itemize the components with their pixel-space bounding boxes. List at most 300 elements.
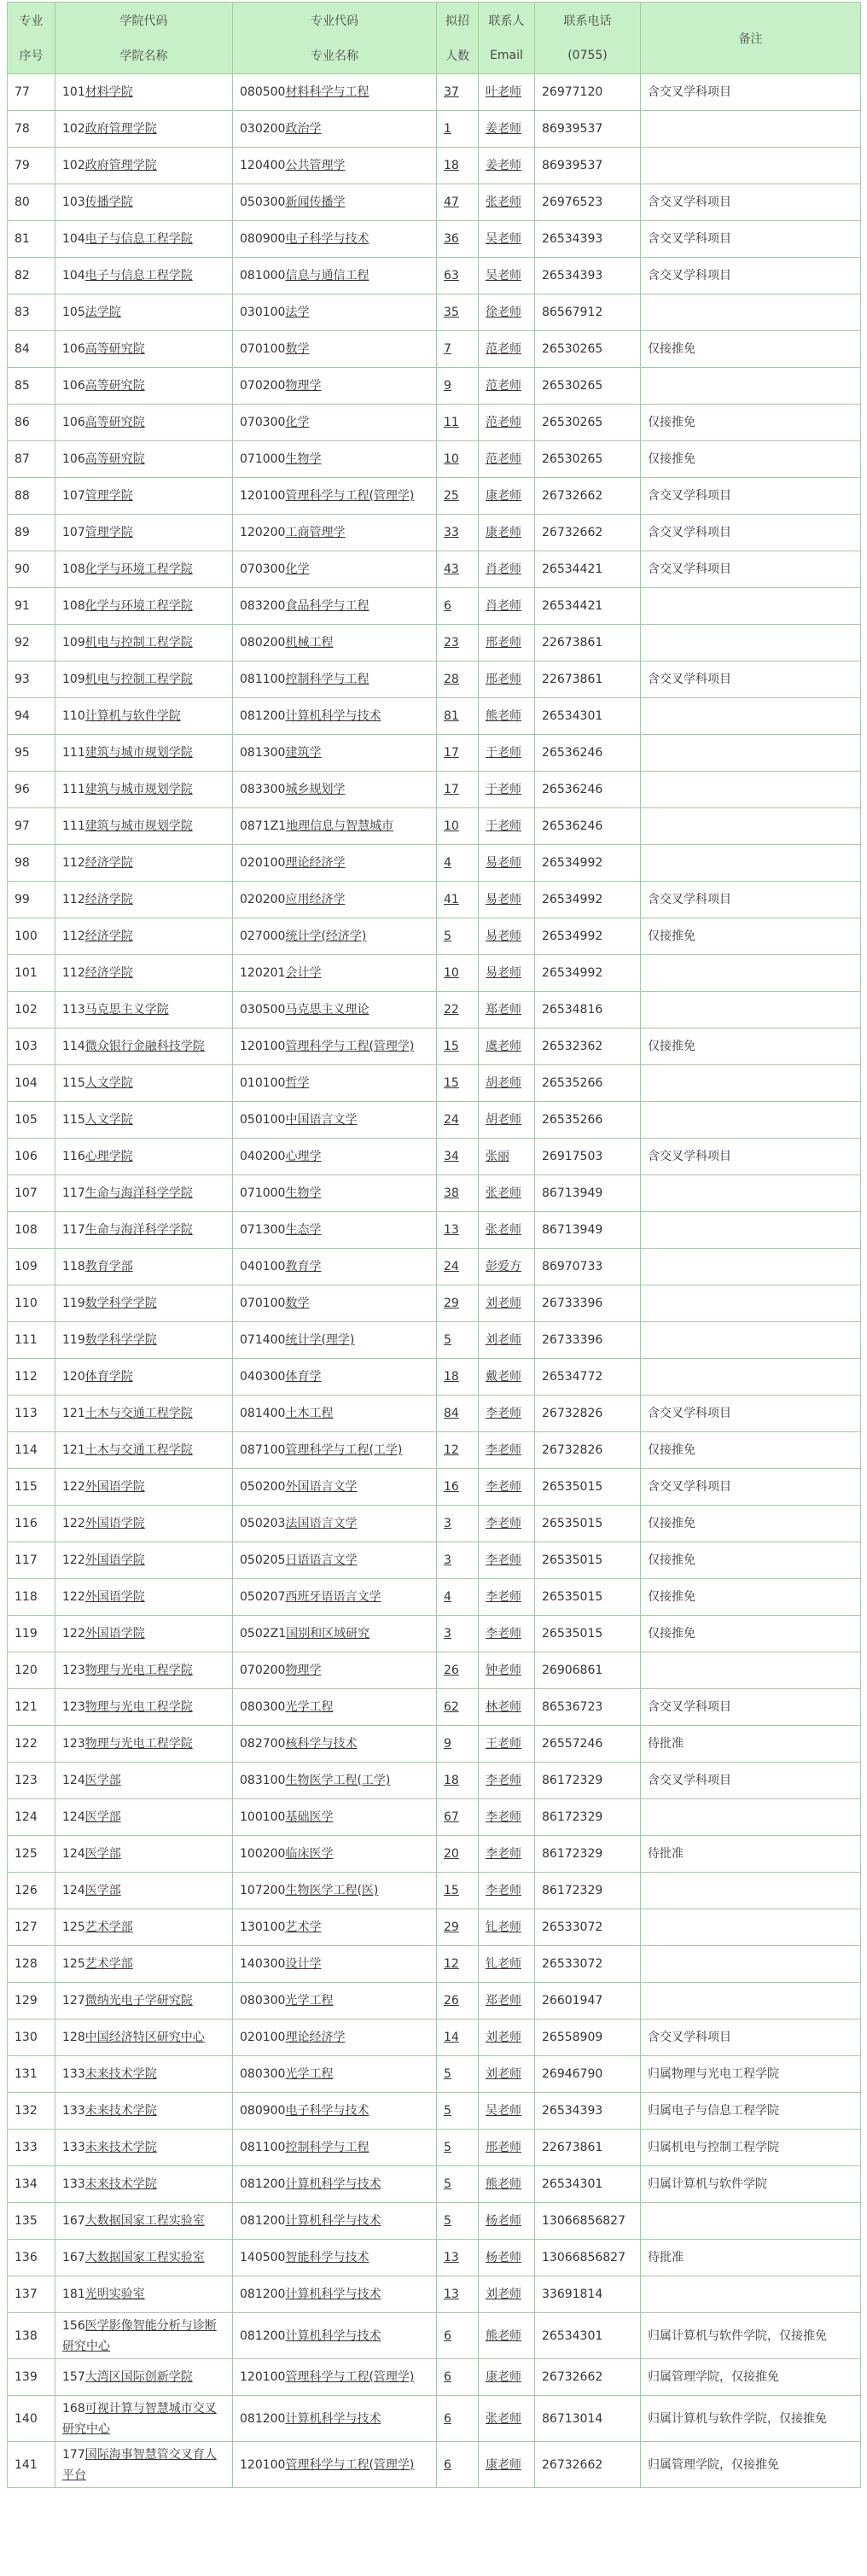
cell-phone: 26733396 xyxy=(535,1322,641,1359)
school-name-link[interactable]: 生命与海洋科学学院 xyxy=(84,1223,193,1237)
school-name-link[interactable]: 大数据国家工程实验室 xyxy=(84,2251,205,2264)
cell-major xyxy=(233,148,437,184)
school-name-link[interactable]: 未来技术学院 xyxy=(84,2067,157,2081)
cell-contact-link[interactable]: 刘老师 xyxy=(479,2276,535,2313)
cell-plan-count[interactable]: 6 xyxy=(437,2313,479,2359)
school-name-link[interactable]: 艺术学部 xyxy=(84,1957,133,1971)
cell-plan-count[interactable]: 5 xyxy=(437,2203,479,2240)
major-name-link[interactable]: 计算机科学与技术 xyxy=(285,709,381,723)
school-name-link[interactable]: 高等研究院 xyxy=(84,416,145,429)
major-name-link[interactable]: 管理科学与工程(管理学) xyxy=(285,1040,415,1053)
cell-major xyxy=(233,368,437,405)
major-name-link[interactable]: 光学工程 xyxy=(285,1700,334,1714)
cell-note xyxy=(641,1909,861,1946)
school-name-link[interactable]: 医学部 xyxy=(84,1774,121,1787)
cell-contact-link[interactable]: 范老师 xyxy=(479,441,535,478)
cell-contact-link[interactable]: 易老师 xyxy=(479,882,535,918)
cell-contact-link[interactable]: 李老师 xyxy=(479,1396,535,1432)
major-code: 120400 xyxy=(240,159,286,172)
cell-plan-count[interactable]: 4 xyxy=(437,1579,479,1616)
major-name-link[interactable]: 统计学(理学) xyxy=(285,1333,355,1347)
major-code: 027000 xyxy=(240,930,286,943)
major-code: 050205 xyxy=(240,1553,286,1567)
cell-seq: 101 xyxy=(8,955,55,992)
school-name-link[interactable]: 光明实验室 xyxy=(84,2288,145,2301)
cell-contact-link[interactable]: 杨老师 xyxy=(479,2240,535,2276)
cell-contact-link[interactable]: 张丽 xyxy=(479,1139,535,1175)
major-name-link[interactable]: 生物学 xyxy=(285,452,322,466)
major-name-link[interactable]: 哲学 xyxy=(285,1076,310,1090)
cell-contact-link[interactable]: 范老师 xyxy=(479,405,535,441)
major-code: 020100 xyxy=(240,856,286,870)
major-name-link[interactable]: 艺术学 xyxy=(285,1920,322,1934)
school-name-link[interactable]: 心理学院 xyxy=(84,1150,133,1163)
cell-contact-link[interactable]: 徐老师 xyxy=(479,294,535,331)
cell-contact-link[interactable]: 康老师 xyxy=(479,515,535,551)
cell-contact-link[interactable]: 邢老师 xyxy=(479,625,535,661)
major-name-link[interactable]: 生物医学工程(医) xyxy=(285,1884,379,1897)
cell-contact-link[interactable]: 李老师 xyxy=(479,1799,535,1836)
cell-contact-link[interactable]: 肖老师 xyxy=(479,551,535,588)
cell-plan-count[interactable]: 36 xyxy=(437,221,479,258)
cell-contact-link[interactable]: 王老师 xyxy=(479,1726,535,1763)
school-code: 124 xyxy=(62,1774,85,1787)
major-name-link[interactable]: 光学工程 xyxy=(285,2067,334,2081)
cell-contact-link[interactable]: 李老师 xyxy=(479,1506,535,1542)
school-name-link[interactable]: 可视计算与智慧城市交叉研究中心 xyxy=(62,2401,217,2436)
cell-plan-count[interactable]: 6 xyxy=(437,2396,479,2442)
cell-major xyxy=(233,1542,437,1579)
school-name-link[interactable]: 艺术学部 xyxy=(84,1920,133,1934)
cell-contact-link[interactable]: 范老师 xyxy=(479,331,535,368)
cell-plan-count[interactable]: 6 xyxy=(437,2359,479,2396)
cell-plan-count[interactable]: 5 xyxy=(437,1322,479,1359)
cell-plan-count[interactable]: 67 xyxy=(437,1799,479,1836)
cell-contact-link[interactable]: 张老师 xyxy=(479,184,535,221)
cell-plan-count[interactable]: 29 xyxy=(437,1285,479,1322)
major-name-link[interactable]: 生物学 xyxy=(285,1186,322,1200)
school-code: 124 xyxy=(62,1884,85,1897)
major-name-link[interactable]: 物理学 xyxy=(285,1664,322,1677)
cell-plan-count[interactable]: 14 xyxy=(437,2019,479,2056)
cell-contact-link[interactable]: 易老师 xyxy=(479,955,535,992)
cell-contact-link[interactable]: 李老师 xyxy=(479,1836,535,1873)
major-name-link[interactable]: 土木工程 xyxy=(285,1407,334,1420)
cell-plan-count[interactable]: 33 xyxy=(437,515,479,551)
cell-plan-count[interactable]: 5 xyxy=(437,2166,479,2203)
school-name-link[interactable]: 政府管理学院 xyxy=(84,159,157,172)
cell-contact-link[interactable]: 彭爱方 xyxy=(479,1249,535,1285)
major-name-link[interactable]: 控制科学与工程 xyxy=(285,2141,369,2154)
cell-contact-link[interactable]: 吴老师 xyxy=(479,2093,535,2130)
school-name-link[interactable]: 电子与信息工程学院 xyxy=(84,232,193,246)
major-name-link[interactable]: 基础医学 xyxy=(285,1810,334,1824)
cell-contact-link[interactable]: 郑老师 xyxy=(479,1983,535,2019)
school-code: 106 xyxy=(62,379,85,393)
major-name-link[interactable]: 法国语言文学 xyxy=(285,1517,358,1530)
major-name-link[interactable]: 电子科学与技术 xyxy=(285,232,369,246)
school-name-link[interactable]: 大湾区国际创新学院 xyxy=(84,2370,193,2384)
cell-plan-count[interactable]: 26 xyxy=(437,1652,479,1689)
major-name-link[interactable]: 地理信息与智慧城市 xyxy=(286,819,394,833)
school-name-link[interactable]: 人文学院 xyxy=(84,1113,133,1127)
cell-plan-count[interactable]: 25 xyxy=(437,478,479,515)
school-name-link[interactable]: 管理学院 xyxy=(84,526,133,539)
major-name-link[interactable]: 管理科学与工程(管理学) xyxy=(285,2457,415,2472)
school-name-link[interactable]: 外国语学院 xyxy=(84,1627,145,1641)
school-name-link[interactable]: 土木与交通工程学院 xyxy=(84,1407,193,1420)
cell-contact-link[interactable]: 姜老师 xyxy=(479,148,535,184)
cell-contact-link[interactable]: 范老师 xyxy=(479,368,535,405)
cell-plan-count[interactable]: 20 xyxy=(437,1836,479,1873)
table-row xyxy=(8,882,861,918)
cell-plan-count[interactable]: 37 xyxy=(437,74,479,111)
cell-plan-count[interactable]: 13 xyxy=(437,2240,479,2276)
school-name-link[interactable]: 外国语学院 xyxy=(84,1553,145,1567)
school-name-link[interactable]: 教育学部 xyxy=(84,1260,133,1273)
major-name-link[interactable]: 物理学 xyxy=(285,379,322,393)
major-name-link[interactable]: 会计学 xyxy=(285,966,322,980)
cell-major xyxy=(233,1836,437,1873)
major-name-link[interactable]: 计算机科学与技术 xyxy=(285,2288,381,2301)
cell-plan-count[interactable]: 1 xyxy=(437,111,479,148)
major-name-link[interactable]: 化学 xyxy=(285,562,310,576)
cell-plan-count[interactable]: 12 xyxy=(437,1946,479,1983)
cell-contact-link[interactable]: 吴老师 xyxy=(479,221,535,258)
cell-school xyxy=(55,845,233,882)
cell-contact-link[interactable]: 刘老师 xyxy=(479,1285,535,1322)
cell-contact-link[interactable]: 熊老师 xyxy=(479,2166,535,2203)
cell-school xyxy=(55,1065,233,1102)
major-code: 040300 xyxy=(240,1370,286,1384)
school-name-link[interactable]: 高等研究院 xyxy=(84,379,145,393)
school-name-link[interactable]: 建筑与城市规划学院 xyxy=(84,746,193,760)
school-name-link[interactable]: 经济学院 xyxy=(84,856,133,870)
cell-plan-count[interactable]: 5 xyxy=(437,2130,479,2166)
school-name-link[interactable]: 马克思主义学院 xyxy=(84,1003,169,1017)
cell-contact-link[interactable]: 邢老师 xyxy=(479,2130,535,2166)
school-name-link[interactable]: 传播学院 xyxy=(84,195,133,209)
cell-contact-link[interactable]: 虞老师 xyxy=(479,1029,535,1065)
cell-plan-count[interactable]: 15 xyxy=(437,1065,479,1102)
school-name-link[interactable]: 物理与光电工程学院 xyxy=(84,1737,193,1751)
major-name-link[interactable]: 计算机科学与技术 xyxy=(285,2328,381,2343)
cell-school xyxy=(55,661,233,698)
major-name-link[interactable]: 公共管理学 xyxy=(285,159,346,172)
school-name-link[interactable]: 数学科学学院 xyxy=(84,1297,157,1310)
major-name-link[interactable]: 马克思主义理论 xyxy=(285,1003,369,1017)
school-name-link[interactable]: 高等研究院 xyxy=(84,452,145,466)
cell-contact-link[interactable]: 张老师 xyxy=(479,2396,535,2442)
school-name-link[interactable]: 经济学院 xyxy=(84,930,133,943)
cell-plan-count[interactable]: 15 xyxy=(437,1029,479,1065)
cell-seq: 79 xyxy=(8,148,55,184)
cell-plan-count[interactable]: 28 xyxy=(437,661,479,698)
cell-plan-count[interactable]: 9 xyxy=(437,1726,479,1763)
cell-plan-count[interactable]: 63 xyxy=(437,258,479,294)
cell-plan-count[interactable]: 43 xyxy=(437,551,479,588)
major-name-link[interactable]: 心理学 xyxy=(285,1150,322,1163)
school-name-link[interactable]: 医学部 xyxy=(84,1847,121,1861)
cell-plan-count[interactable]: 9 xyxy=(437,368,479,405)
school-name-link[interactable]: 法学院 xyxy=(84,306,121,319)
school-name-link[interactable]: 物理与光电工程学院 xyxy=(84,1700,193,1714)
table-row xyxy=(8,1946,861,1983)
major-name-link[interactable]: 管理科学与工程(工学) xyxy=(285,1443,403,1457)
major-name-link[interactable]: 数学 xyxy=(285,342,310,356)
cell-plan-count[interactable]: 38 xyxy=(437,1175,479,1212)
cell-contact-link[interactable]: 易老师 xyxy=(479,845,535,882)
major-name-link[interactable]: 政治学 xyxy=(285,122,322,136)
school-name-link[interactable]: 外国语学院 xyxy=(84,1480,145,1494)
cell-plan-count[interactable]: 62 xyxy=(437,1689,479,1726)
cell-plan-count[interactable]: 3 xyxy=(437,1616,479,1652)
cell-plan-count[interactable]: 6 xyxy=(437,2442,479,2488)
cell-contact-link[interactable]: 刘老师 xyxy=(479,2056,535,2093)
cell-plan-count[interactable]: 3 xyxy=(437,1506,479,1542)
cell-contact-link[interactable]: 李老师 xyxy=(479,1763,535,1799)
cell-contact-link[interactable]: 钟老师 xyxy=(479,1652,535,1689)
cell-major xyxy=(233,1175,437,1212)
school-name-link[interactable]: 微纳光电子学研究院 xyxy=(84,1994,193,2008)
cell-contact-link[interactable]: 康老师 xyxy=(479,478,535,515)
major-name-link[interactable]: 智能科学与技术 xyxy=(285,2251,369,2264)
cell-contact-link[interactable]: 林老师 xyxy=(479,1689,535,1726)
major-name-link[interactable]: 临床医学 xyxy=(285,1847,334,1861)
cell-plan-count[interactable]: 4 xyxy=(437,845,479,882)
major-name-link[interactable]: 设计学 xyxy=(285,1957,322,1971)
school-name-link[interactable]: 医学影像智能分析与诊断研究中心 xyxy=(62,2318,217,2353)
cell-plan-count[interactable]: 26 xyxy=(437,1983,479,2019)
cell-contact-link[interactable]: 李老师 xyxy=(479,1469,535,1506)
cell-contact-link[interactable]: 胡老师 xyxy=(479,1065,535,1102)
school-name-link[interactable]: 国际海事智慧管交叉育人平台 xyxy=(62,2447,217,2482)
cell-contact-link[interactable]: 叶老师 xyxy=(479,74,535,111)
table-row xyxy=(8,808,861,845)
major-name-link[interactable]: 教育学 xyxy=(285,1260,322,1273)
major-name-link[interactable]: 机械工程 xyxy=(285,636,334,650)
cell-contact-link[interactable]: 杨老师 xyxy=(479,2203,535,2240)
school-name-link[interactable]: 物理与光电工程学院 xyxy=(84,1664,193,1677)
school-name-link[interactable]: 未来技术学院 xyxy=(84,2177,157,2191)
cell-phone: 26535015 xyxy=(535,1506,641,1542)
major-name-link[interactable]: 管理科学与工程(管理学) xyxy=(285,489,415,503)
cell-plan-count[interactable]: 7 xyxy=(437,331,479,368)
cell-plan-count[interactable]: 22 xyxy=(437,992,479,1029)
cell-plan-count[interactable]: 17 xyxy=(437,735,479,772)
cell-plan-count[interactable]: 29 xyxy=(437,1909,479,1946)
school-name-link[interactable]: 体育学院 xyxy=(84,1370,133,1384)
cell-plan-count[interactable]: 5 xyxy=(437,2056,479,2093)
major-name-link[interactable]: 生物医学工程(工学) xyxy=(285,1774,391,1787)
cell-contact-link[interactable]: 邢老师 xyxy=(479,661,535,698)
major-code: 083100 xyxy=(240,1774,286,1787)
cell-plan-count[interactable]: 23 xyxy=(437,625,479,661)
major-name-link[interactable]: 计算机科学与技术 xyxy=(285,2214,381,2228)
major-name-link[interactable]: 建筑学 xyxy=(285,746,322,760)
school-name-link[interactable]: 电子与信息工程学院 xyxy=(84,269,193,283)
cell-plan-count[interactable]: 18 xyxy=(437,1763,479,1799)
cell-plan-count[interactable]: 34 xyxy=(437,1139,479,1175)
cell-plan-count[interactable]: 35 xyxy=(437,294,479,331)
cell-plan-count[interactable]: 10 xyxy=(437,441,479,478)
cell-contact-link[interactable]: 李老师 xyxy=(479,1616,535,1652)
cell-major xyxy=(233,405,437,441)
school-name-link[interactable]: 机电与控制工程学院 xyxy=(84,636,193,650)
cell-plan-count[interactable]: 5 xyxy=(437,2093,479,2130)
cell-school xyxy=(55,2093,233,2130)
cell-contact-link[interactable]: 康老师 xyxy=(479,2359,535,2396)
cell-contact-link[interactable]: 姜老师 xyxy=(479,111,535,148)
cell-contact-link[interactable]: 胡老师 xyxy=(479,1102,535,1139)
major-name-link[interactable]: 城乡规划学 xyxy=(285,783,346,796)
cell-contact-link[interactable]: 李老师 xyxy=(479,1579,535,1616)
major-name-link[interactable]: 核科学与技术 xyxy=(285,1737,358,1751)
major-code: 050300 xyxy=(240,195,286,209)
cell-plan-count[interactable]: 16 xyxy=(437,1469,479,1506)
school-name-link[interactable]: 经济学院 xyxy=(84,893,133,906)
cell-major xyxy=(233,588,437,625)
cell-plan-count[interactable]: 10 xyxy=(437,955,479,992)
cell-contact-link[interactable]: 戴老师 xyxy=(479,1359,535,1396)
cell-plan-count[interactable]: 13 xyxy=(437,1212,479,1249)
major-code: 050100 xyxy=(240,1113,286,1127)
major-name-link[interactable]: 数学 xyxy=(285,1297,310,1310)
major-name-link[interactable]: 电子科学与技术 xyxy=(285,2104,369,2118)
major-name-link[interactable]: 新闻传播学 xyxy=(285,195,346,209)
school-name-link[interactable]: 人文学院 xyxy=(84,1076,133,1090)
cell-contact-link[interactable]: 吴老师 xyxy=(479,258,535,294)
school-name-link[interactable]: 微众银行金融科技学院 xyxy=(84,1040,205,1053)
cell-school xyxy=(55,1909,233,1946)
cell-contact-link[interactable]: 李老师 xyxy=(479,1873,535,1909)
cell-plan-count[interactable]: 81 xyxy=(437,698,479,735)
school-name-link[interactable]: 数学科学学院 xyxy=(84,1333,157,1347)
cell-plan-count[interactable]: 3 xyxy=(437,1542,479,1579)
school-name-link[interactable]: 政府管理学院 xyxy=(84,122,157,136)
school-name-link[interactable]: 高等研究院 xyxy=(84,342,145,356)
school-name-link[interactable]: 建筑与城市规划学院 xyxy=(84,819,193,833)
major-name-link[interactable]: 化学 xyxy=(285,416,310,429)
cell-plan-count[interactable]: 17 xyxy=(437,772,479,808)
school-name-link[interactable]: 中国经济特区研究中心 xyxy=(84,2031,205,2044)
school-name-link[interactable]: 医学部 xyxy=(84,1810,121,1824)
cell-plan-count[interactable]: 15 xyxy=(437,1873,479,1909)
cell-plan-count[interactable]: 12 xyxy=(437,1432,479,1469)
cell-school xyxy=(55,918,233,955)
cell-contact-link[interactable]: 钆老师 xyxy=(479,1946,535,1983)
school-code: 111 xyxy=(62,746,85,760)
cell-school xyxy=(55,1469,233,1506)
major-name-link[interactable]: 信息与通信工程 xyxy=(285,269,369,283)
cell-contact-link[interactable]: 熊老师 xyxy=(479,698,535,735)
cell-plan-count[interactable]: 6 xyxy=(437,588,479,625)
cell-plan-count[interactable]: 47 xyxy=(437,184,479,221)
school-name-link[interactable]: 管理学院 xyxy=(84,489,133,503)
school-name-link[interactable]: 未来技术学院 xyxy=(84,2141,157,2154)
cell-contact-link[interactable]: 钆老师 xyxy=(479,1909,535,1946)
cell-plan-count[interactable]: 13 xyxy=(437,2276,479,2313)
major-name-link[interactable]: 日语语言文学 xyxy=(285,1553,358,1567)
major-name-link[interactable]: 西班牙语语言文学 xyxy=(285,1590,381,1604)
cell-contact-link[interactable]: 李老师 xyxy=(479,1432,535,1469)
major-name-link[interactable]: 理论经济学 xyxy=(285,2031,346,2044)
major-name-link[interactable]: 体育学 xyxy=(285,1370,322,1384)
school-name-link[interactable]: 医学部 xyxy=(84,1884,121,1897)
cell-plan-count[interactable]: 41 xyxy=(437,882,479,918)
cell-phone: 26534393 xyxy=(535,258,641,294)
cell-plan-count[interactable]: 18 xyxy=(437,1359,479,1396)
cell-plan-count[interactable]: 11 xyxy=(437,405,479,441)
table-row xyxy=(8,1432,861,1469)
cell-contact-link[interactable]: 易老师 xyxy=(479,918,535,955)
cell-plan-count[interactable]: 10 xyxy=(437,808,479,845)
cell-contact-link[interactable]: 张老师 xyxy=(479,1175,535,1212)
cell-contact-link[interactable]: 肖老师 xyxy=(479,588,535,625)
cell-plan-count[interactable]: 24 xyxy=(437,1249,479,1285)
major-name-link[interactable]: 理论经济学 xyxy=(285,856,346,870)
cell-contact-link[interactable]: 于老师 xyxy=(479,735,535,772)
school-name-link[interactable]: 土木与交通工程学院 xyxy=(84,1443,193,1457)
cell-plan-count[interactable]: 24 xyxy=(437,1102,479,1139)
major-name-link[interactable]: 法学 xyxy=(285,306,310,319)
cell-note: 归属计算机与软件学院，仅接推免 xyxy=(641,2396,861,2442)
major-name-link[interactable]: 中国语言文学 xyxy=(285,1113,358,1127)
major-name-link[interactable]: 食品科学与工程 xyxy=(285,599,369,613)
school-name-link[interactable]: 计算机与软件学院 xyxy=(84,709,181,723)
cell-contact-link[interactable]: 刘老师 xyxy=(479,1322,535,1359)
major-code: 080300 xyxy=(240,1700,286,1714)
school-name-link[interactable]: 机电与控制工程学院 xyxy=(84,673,193,686)
cell-contact-link[interactable]: 熊老师 xyxy=(479,2313,535,2359)
school-name-link[interactable]: 大数据国家工程实验室 xyxy=(84,2214,205,2228)
school-name-link[interactable]: 未来技术学院 xyxy=(84,2104,157,2118)
school-name-link[interactable]: 经济学院 xyxy=(84,966,133,980)
major-name-link[interactable]: 统计学(经济学) xyxy=(285,930,367,943)
school-name-link[interactable]: 材料学院 xyxy=(84,85,133,99)
cell-plan-count[interactable]: 5 xyxy=(437,918,479,955)
cell-contact-link[interactable]: 李老师 xyxy=(479,1542,535,1579)
cell-note: 仅接推免 xyxy=(641,331,861,368)
cell-plan-count[interactable]: 84 xyxy=(437,1396,479,1432)
cell-contact-link[interactable]: 于老师 xyxy=(479,808,535,845)
cell-contact-link[interactable]: 刘老师 xyxy=(479,2019,535,2056)
major-name-link[interactable]: 计算机科学与技术 xyxy=(285,2411,381,2426)
cell-contact-link[interactable]: 于老师 xyxy=(479,772,535,808)
major-name-link[interactable]: 光学工程 xyxy=(285,1994,334,2008)
cell-contact-link[interactable]: 张老师 xyxy=(479,1212,535,1249)
school-name-link[interactable]: 外国语学院 xyxy=(84,1517,145,1530)
table-row xyxy=(8,1983,861,2019)
school-name-link[interactable]: 化学与环境工程学院 xyxy=(84,599,193,613)
school-name-link[interactable]: 化学与环境工程学院 xyxy=(84,562,193,576)
cell-contact-link[interactable]: 郑老师 xyxy=(479,992,535,1029)
major-name-link[interactable]: 国别和区域研究 xyxy=(286,1627,370,1641)
major-name-link[interactable]: 应用经济学 xyxy=(285,893,346,906)
school-name-link[interactable]: 外国语学院 xyxy=(84,1590,145,1604)
school-name-link[interactable]: 生命与海洋科学学院 xyxy=(84,1186,193,1200)
major-name-link[interactable]: 工商管理学 xyxy=(285,526,346,539)
school-name-link[interactable]: 建筑与城市规划学院 xyxy=(84,783,193,796)
cell-contact-link[interactable]: 康老师 xyxy=(479,2442,535,2488)
cell-plan-count[interactable]: 18 xyxy=(437,148,479,184)
major-name-link[interactable]: 计算机科学与技术 xyxy=(285,2177,381,2191)
major-name-link[interactable]: 管理科学与工程(管理学) xyxy=(285,2370,415,2384)
major-name-link[interactable]: 生态学 xyxy=(285,1223,322,1237)
major-name-link[interactable]: 外国语言文学 xyxy=(285,1480,358,1494)
major-name-link[interactable]: 控制科学与工程 xyxy=(285,673,369,686)
major-name-link[interactable]: 材料科学与工程 xyxy=(285,85,369,99)
